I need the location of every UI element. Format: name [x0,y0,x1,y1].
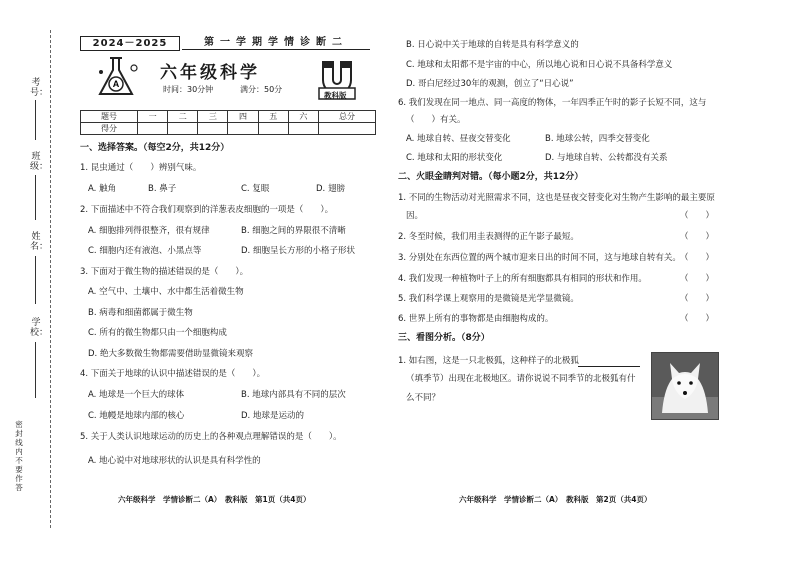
school-blank [35,342,36,398]
class-label: 班级： [30,152,49,172]
page-footer-right: 六年级科学 学情诊断二（A） 教科版 第2页（共4页） [459,495,652,504]
option: C. 地球和太阳都不是宇宙的中心，所以地心说和日心说不具备科学意义 [406,60,673,70]
answer-paren[interactable]: （ ） [680,232,715,242]
option: C. 地幔是地球内部的核心 [88,411,185,421]
exam-time: 时间：30分钟 [163,85,214,94]
seal-note: 密封线内不要作答 [15,420,23,492]
svg-text:A: A [112,79,120,89]
option: D. 地球是运动的 [241,411,304,421]
option: B. 日心说中关于地球的自转是具有科学意义的 [406,40,579,50]
option: C. 地球和太阳的形状变化 [406,153,503,163]
option: D. 翅膀 [316,184,345,194]
school-label: 学校： [30,318,49,338]
option: A. 地球是一个巨大的球体 [88,390,185,400]
question-stem: 么不同？ [406,393,441,403]
table-cell: 三 [198,111,228,123]
table-row [81,123,376,135]
answer-paren[interactable]: （ ） [680,294,715,304]
option: A. 细胞排列得很整齐，很有规律 [88,226,210,236]
answer-paren[interactable]: （ ） [680,211,715,221]
question-stem: （ ）有关。 [406,115,466,125]
option: D. 与地球自转、公转都没有关系 [545,153,668,163]
binding-line [50,30,51,528]
statement: 1. 不同的生物活动对光照需求不同，这也是昼夜交替变化对生物产生影响的最主要原 [398,193,715,203]
table-cell: 六 [288,111,318,123]
option: B. 地球内部具有不同的层次 [241,390,346,400]
option: D. 绝大多数微生物都需要借助显微镜来观察 [88,349,253,359]
option: A. 空气中、土壤中、水中都生活着微生物 [88,287,244,297]
option: C. 所有的微生物都只由一个细胞构成 [88,328,227,338]
question-stem: 2. 下面描述中不符合我们观察到的洋葱表皮细胞的一项是（ ）。 [80,205,334,215]
answer-paren[interactable]: （ ） [680,274,715,284]
question-stem: 1. 昆虫通过（ ）辨别气味。 [80,163,202,173]
option: C. 细胞内还有液泡、小黑点等 [88,246,202,256]
score-field[interactable] [198,123,228,135]
exam-title: 第一学期学情诊断二 [182,36,370,50]
table-cell: 总分 [318,111,375,123]
statement: 4. 我们发现一种植物叶子上的所有细胞都具有相同的形状和作用。 [398,274,647,284]
table-cell: 得分 [81,123,138,135]
class-blank [35,175,36,220]
statement: 3. 分别处在东西位置的两个城市迎来日出的时间不同，这与地球自转有关。 [398,253,681,263]
option: B. 细胞之间的界限很不清晰 [241,226,346,236]
statement: 5. 我们科学课上观察用的是微镜是光学显微镜。 [398,294,579,304]
question-stem: 3. 下面对于微生物的描述错误的是（ ）。 [80,267,249,277]
student-id-blank [35,100,36,140]
score-field[interactable] [258,123,288,135]
statement: 因。 [406,211,424,221]
table-cell: 五 [258,111,288,123]
full-score: 满分：50分 [240,85,283,94]
score-table [80,110,376,135]
option: B. 病毒和细菌都属于微生物 [88,308,193,318]
table-cell: 二 [168,111,198,123]
option: D. 细胞呈长方形的小格子形状 [241,246,355,256]
statement: 6. 世界上所有的事物都是由细胞构成的。 [398,314,554,324]
table-cell: 四 [228,111,258,123]
option: B. 鼻子 [148,184,177,194]
question-stem: （填季节）出现在北极地区。请你说说不同季节的北极狐有什 [406,374,636,384]
score-field[interactable] [168,123,198,135]
edition-badge: 教科版 [324,91,347,100]
option: A. 触角 [88,184,117,194]
school-year: 2024－2025 [80,36,180,51]
question-stem: 6. 我们发现在同一地点、同一高度的物体，一年四季正午时的影子长短不同，这与 [398,98,707,108]
option: A. 地心说中对地球形状的认识是具有科学性的 [88,456,261,466]
arctic-fox-icon [652,353,718,419]
option: A. 地球自转、昼夜交替变化 [406,134,511,144]
option: C. 复眼 [241,184,270,194]
table-row [81,111,376,123]
question-stem: 5. 关于人类认识地球运动的历史上的各种观点理解错误的是（ ）。 [80,432,342,442]
score-field[interactable] [318,123,375,135]
question-stem: 1. 如右图，这是一只北极狐，这种样子的北极狐 [398,356,579,366]
section-title: 二、火眼金睛判对错。（每小题2分，共12分） [398,172,584,182]
answer-blank[interactable] [578,366,640,367]
score-field[interactable] [288,123,318,135]
question-stem: 4. 下面关于地球的认识中描述错误的是（ ）。 [80,369,266,379]
name-label: 姓名： [30,232,49,252]
statement: 2. 冬至时候，我们用圭表测得的正午影子最短。 [398,232,579,242]
option: D. 哥白尼经过30年的观测，创立了“日心说” [406,79,574,89]
flask-icon [92,54,144,100]
arctic-fox-photo [651,352,719,420]
page-footer-left: 六年级科学 学情诊断二（A） 教科版 第1页（共4页） [118,495,311,504]
score-field[interactable] [137,123,167,135]
table-cell: 题号 [81,111,138,123]
answer-paren[interactable]: （ ） [680,314,715,324]
name-blank [35,256,36,304]
page-title: 六年级科学 [160,63,260,83]
score-field[interactable] [228,123,258,135]
section-title: 一、选择答案。（每空2分，共12分） [80,143,230,153]
answer-paren[interactable]: （ ） [680,253,715,263]
table-cell: 一 [137,111,167,123]
section-title: 三、看图分析。（8分） [398,333,490,343]
option: B. 地球公转，四季交替变化 [545,134,650,144]
student-id-label: 考号： [30,78,49,98]
